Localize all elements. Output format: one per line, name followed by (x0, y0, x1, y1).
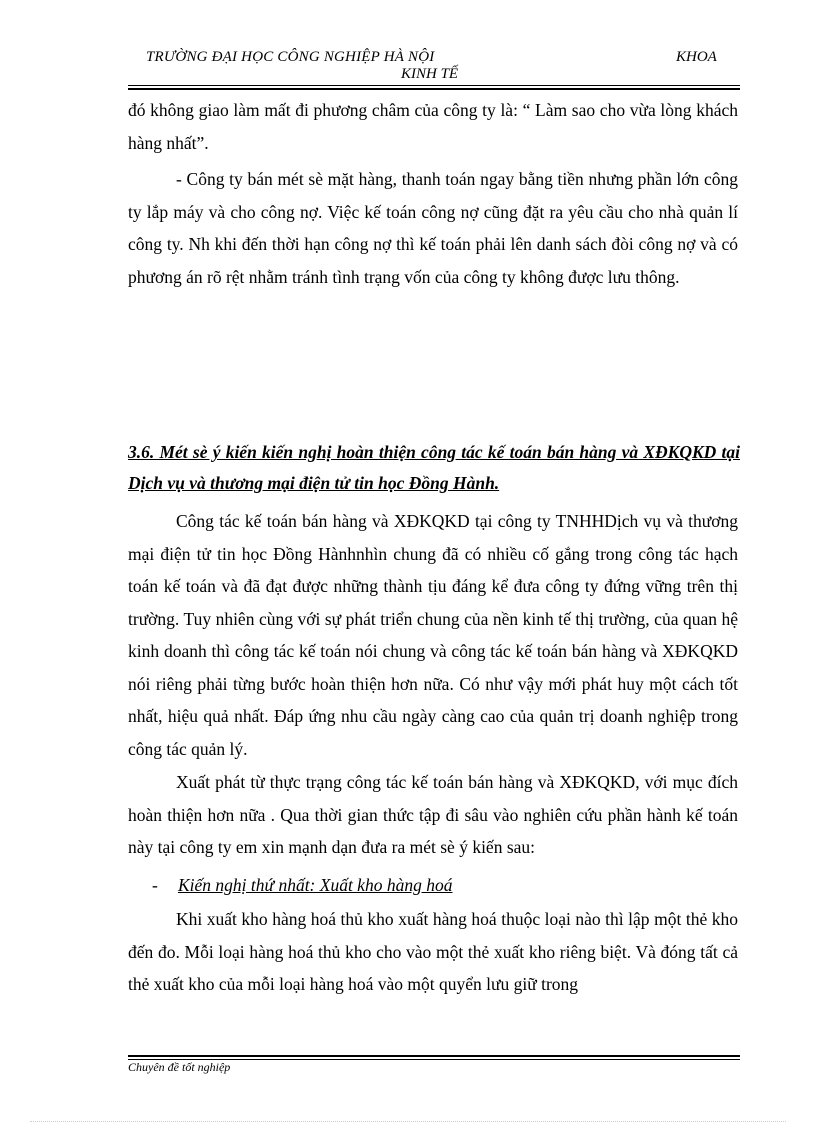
section-heading: 3.6. Mét sè ý kiến kiến nghị hoàn thiện công tác kế toán bán hàng và XĐKQKD tại Dịch vụ và thương mại điện tử tin học Đồng Hành. (128, 442, 740, 493)
header-faculty-name: KINH TẾ (401, 66, 459, 82)
header-school-name: TRƯỜNG ĐẠI HỌC CÔNG NGHIỆP HÀ NỘI (146, 49, 435, 65)
paragraph-2: - Công ty bán mét sè mặt hàng, thanh toán ngay bằng tiền nhưng phần lớn công ty lắp máy và cho công nợ. Việc kế toán công nợ cũng đặt ra yêu cầu cho nhà quản lí công ty. Nh khi đến thời hạn công nợ thì kế toán phải lên danh sách đòi công nợ và có phương án rõ rệt nhằm tránh tình trạng vốn của công ty không được lưu thông. (128, 169, 738, 287)
footer-rule-thick (128, 1055, 740, 1057)
paragraph-4: Xuất phát từ thực trạng công tác kế toán bán hàng và XĐKQKD, với mục đích hoàn thiện hơn nữa . Qua thời gian thức tập đi sâu vào nghiên cứu phần hành kế toán này tại công ty em xin mạnh dạn đưa ra mét sè ý kiến sau: (128, 772, 738, 857)
bullet-text: Kiến nghị thứ nhất: Xuất kho hàng hoá (178, 875, 453, 895)
bullet-dash: - (152, 875, 158, 895)
paragraph-5: Khi xuất kho hàng hoá thủ kho xuất hàng hoá thuộc loại nào thì lập một thẻ kho đến đo. Mỗi loại hàng hoá thủ kho cho vào một thẻ xuất kho riêng biệt. Và đóng tất cả thẻ xuất kho của mỗi loại hàng hoá vào một quyển lưu giữ trong (128, 909, 738, 994)
footer-text: Chuyên đề tốt nghiệp (128, 1060, 231, 1074)
page-bottom-dotted-line (30, 1121, 786, 1122)
header-faculty-word: KHOA (676, 49, 717, 65)
paragraph-1: đó không giao làm mất đi phương châm của công ty là: “ Làm sao cho vừa lòng khách hàng nhất”. (128, 100, 738, 153)
header-rule-thick (128, 88, 740, 90)
header-rule-thin (128, 85, 740, 86)
paragraph-3: Công tác kế toán bán hàng và XĐKQKD tại công ty TNHHDịch vụ và thương mại điện tử tin học Đồng Hànhnhìn chung đã có nhiều cố gắng trong công tác hạch toán kế toán và đã đạt được những thành tịu đáng kể đưa công ty đứng vững trên thị trường. Tuy nhiên cùng với sự phát triển chung của nền kinh tế thị trường, của quan hệ kinh doanh thì công tác kế toán nói chung và công tác kế toán bán hàng và XĐKQKD nói riêng phải từng bước hoàn thiện hơn nữa. Có như vậy mới phát huy một cách tốt nhất, hiệu quả nhất. Đáp ứng nhu cầu ngày càng cao của quản trị doanh nghiệp trong công tác quản lý. (128, 511, 738, 759)
